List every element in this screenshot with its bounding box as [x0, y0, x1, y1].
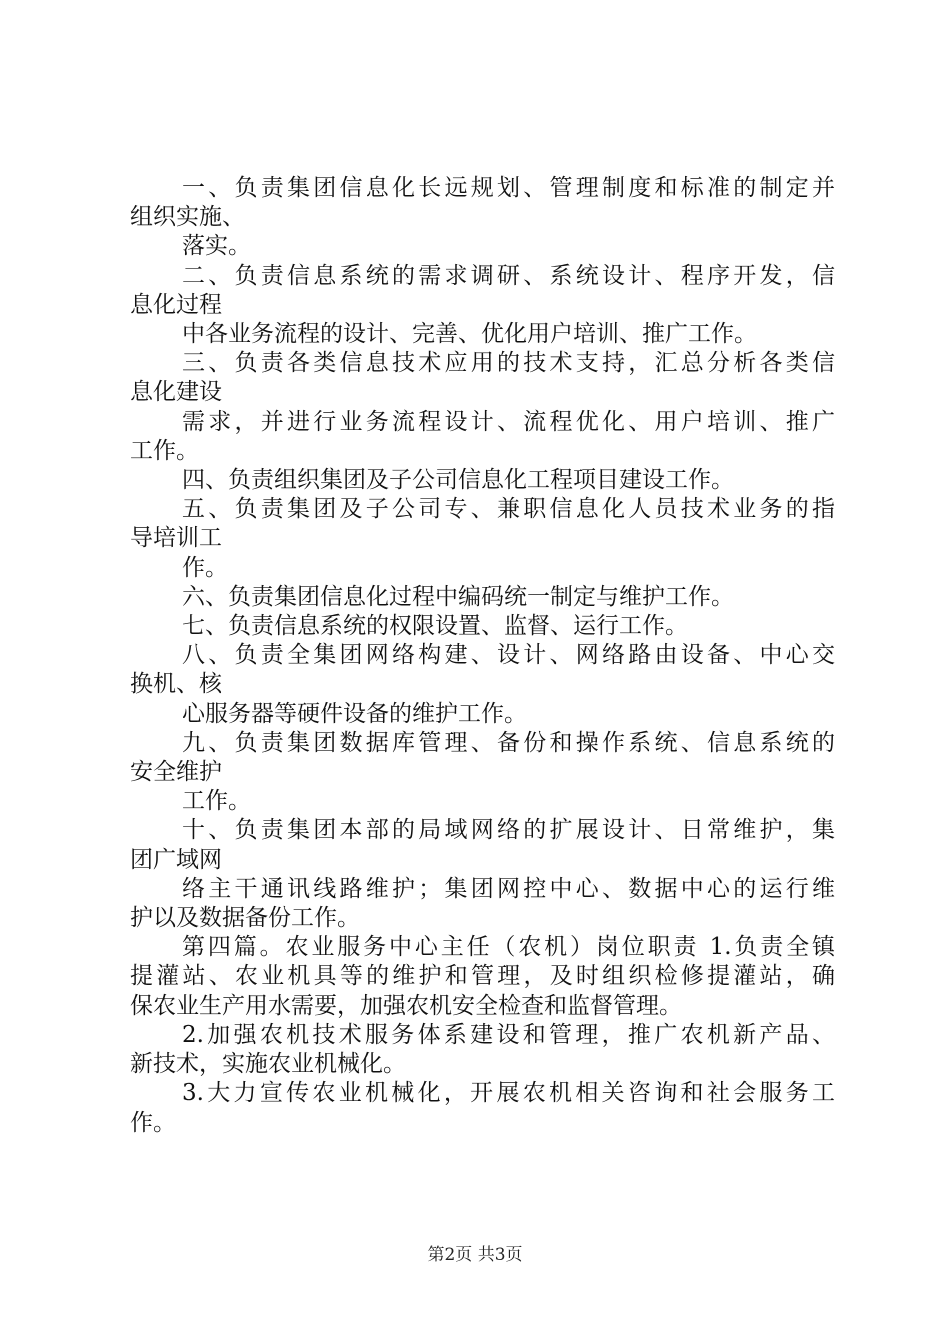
page-number-footer: 第2页 共3页 — [427, 1245, 523, 1265]
text-line: 作。 — [182, 554, 228, 581]
text-line: 五、负责集团及子公司专、兼职信息化人员技术业务的指 — [182, 496, 835, 523]
text-line: 需求，并进行业务流程设计、流程优化、用户培训、推广 — [182, 408, 835, 435]
text-line: 第四篇。农业服务中心主任（农机）岗位职责 1.负责全镇 — [182, 934, 835, 961]
text-line: 工作。 — [182, 788, 251, 815]
text-line: 工作。 — [130, 437, 199, 464]
text-line: 护以及数据备份工作。 — [130, 905, 360, 932]
text-line: 四、负责组织集团及子公司信息化工程项目建设工作。 — [182, 467, 734, 494]
text-line: 十、负责集团本部的局域网络的扩展设计、日常维护，集 — [182, 817, 835, 844]
text-line: 换机、核 — [130, 671, 222, 698]
text-line: 中各业务流程的设计、完善、优化用户培训、推广工作。 — [182, 321, 757, 348]
text-line: 息化建设 — [130, 379, 222, 406]
text-line: 导培训工 — [130, 525, 222, 552]
text-line: 二、负责信息系统的需求调研、系统设计、程序开发，信 — [182, 262, 835, 289]
text-line: 新技术，实施农业机械化。 — [130, 1051, 406, 1078]
text-line: 提灌站、农业机具等的维护和管理，及时组织检修提灌站，确 — [130, 963, 835, 990]
text-line: 络主干通讯线路维护；集团网控中心、数据中心的运行维 — [182, 875, 835, 902]
text-line: 团广域网 — [130, 846, 222, 873]
text-line: 九、负责集团数据库管理、备份和操作系统、信息系统的 — [182, 729, 835, 756]
text-line: 息化过程 — [130, 291, 222, 318]
text-line: 心服务器等硬件设备的维护工作。 — [182, 700, 527, 727]
text-line: 安全维护 — [130, 759, 222, 786]
document-body — [130, 174, 835, 1138]
text-line: 七、负责信息系统的权限设置、监督、运行工作。 — [182, 613, 688, 640]
text-line: 八、负责全集团网络构建、设计、网络路由设备、中心交 — [182, 642, 835, 669]
text-line: 三、负责各类信息技术应用的技术支持，汇总分析各类信 — [182, 350, 835, 377]
text-line: 保农业生产用水需要，加强农机安全检查和监督管理。 — [130, 992, 682, 1019]
text-line: 落实。 — [182, 233, 251, 260]
text-line: 组织实施、 — [130, 204, 245, 231]
text-line: 2.加强农机技术服务体系建设和管理，推广农机新产品、 — [182, 1021, 835, 1048]
text-line: 六、负责集团信息化过程中编码统一制定与维护工作。 — [182, 583, 734, 610]
text-line: 作。 — [130, 1109, 176, 1136]
text-line: 3.大力宣传农业机械化，开展农机相关咨询和社会服务工 — [182, 1080, 835, 1107]
text-line: 一、负责集团信息化长远规划、管理制度和标准的制定并 — [182, 175, 835, 201]
